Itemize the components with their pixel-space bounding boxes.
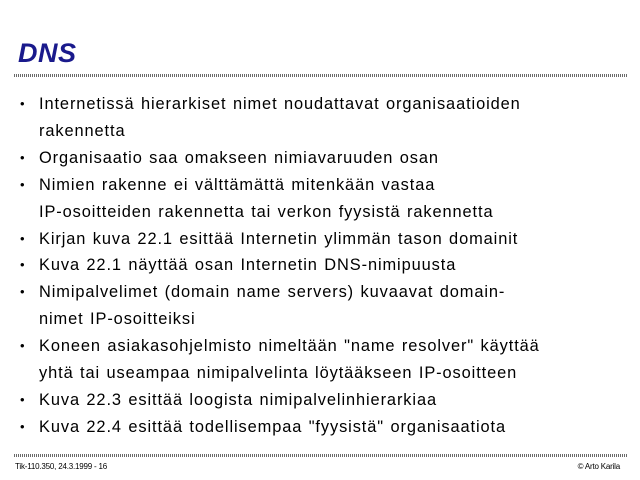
bullet-text-line: Internetissä hierarkiset nimet noudattavat organisaatioiden <box>39 95 521 113</box>
bullet-icon: • <box>20 96 26 111</box>
bullet-icon: • <box>20 284 26 300</box>
bullet-item <box>20 226 630 253</box>
bullet-text-line: Nimien rakenne ei välttämättä mitenkään vastaa <box>39 175 436 194</box>
bullet-text-line: Koneen asiakasohjelmisto nimeltään "name resolver" käyttää <box>39 337 540 356</box>
bullet-item <box>20 279 630 333</box>
footer-divider <box>14 454 628 457</box>
bullet-text-line: Kuva 22.4 esittää todellisempaa "fyysistä" organisaatiota <box>39 417 507 436</box>
title-divider <box>14 74 628 77</box>
bullet-item <box>20 387 630 414</box>
slide-title: DNS <box>18 38 77 68</box>
bullet-text-line: Organisaatio saa omakseen nimiavaruuden osan <box>39 148 439 167</box>
bullet-icon: • <box>20 176 26 192</box>
bullet-text-line: rakennetta <box>39 121 126 140</box>
bullet-icon: • <box>20 418 26 434</box>
bullet-text-line: Kirjan kuva 22.1 esittää Internetin ylimmän tason domainit <box>39 229 519 248</box>
bullet-icon: • <box>20 230 26 246</box>
footer-copyright: © Arto Karila <box>577 462 620 471</box>
bullet-icon: • <box>20 338 26 354</box>
bullet-item <box>20 172 630 226</box>
bullet-icon: • <box>20 149 26 165</box>
bullet-text-line: Nimipalvelimet (domain name servers) kuvaavat domain- <box>39 283 506 302</box>
bullet-item <box>20 333 630 387</box>
bullet-icon: • <box>20 257 26 273</box>
bullet-text-line: yhtä tai useampaa nimipalvelinta löytääkseen IP-osoitteen <box>39 364 518 383</box>
footer-course-info: Tik-110.350, 24.3.1999 - 16 <box>15 462 107 471</box>
bullet-item <box>20 414 630 441</box>
bullet-text-line: nimet IP-osoitteiksi <box>39 310 196 329</box>
bullet-item <box>20 91 630 145</box>
bullet-icon: • <box>20 391 26 407</box>
bullet-list <box>20 91 630 441</box>
bullet-item <box>20 252 630 279</box>
bullet-text-line: Kuva 22.1 näyttää osan Internetin DNS-nimipuusta <box>39 256 457 275</box>
bullet-text-line: IP-osoitteiden rakennetta tai verkon fyysistä rakennetta <box>39 202 494 221</box>
bullet-text-line: Kuva 22.3 esittää loogista nimipalvelinhierarkiaa <box>39 390 437 409</box>
bullet-item <box>20 145 630 172</box>
